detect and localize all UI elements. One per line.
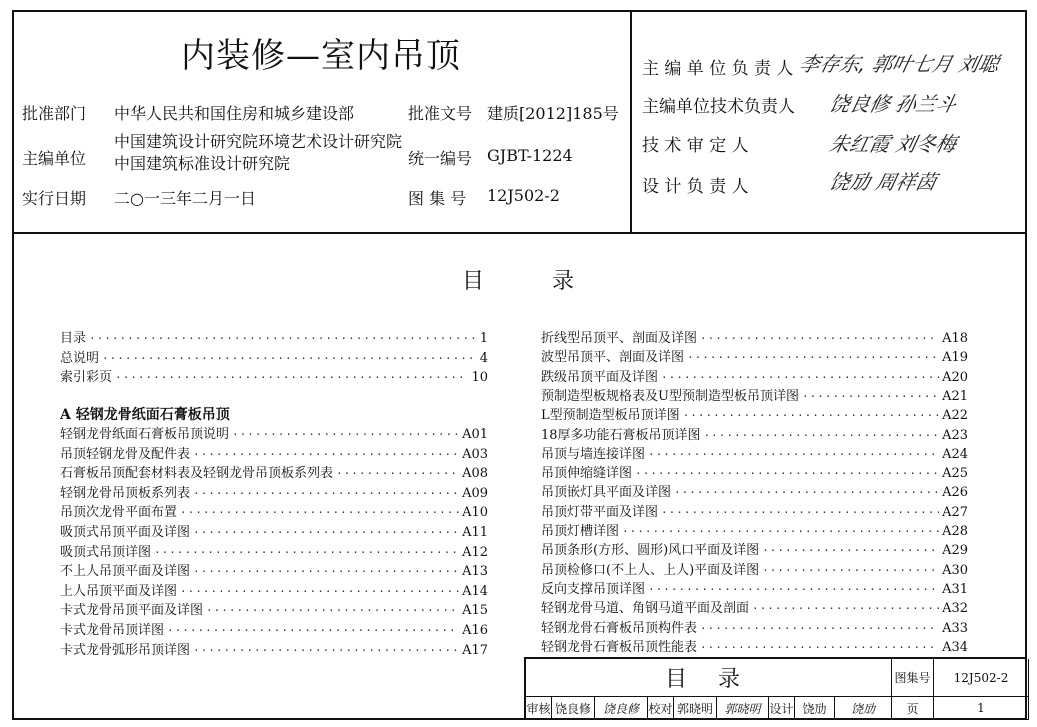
toc-entry[interactable] — [541, 501, 968, 519]
title-block-checker-signature: 郭晓明 — [717, 697, 769, 720]
toc-entry-page: A08 — [462, 466, 488, 482]
signature-tech-reviewer: 朱红霞 刘冬梅 — [827, 132, 959, 156]
toc-entry[interactable] — [60, 366, 488, 384]
title-block-designer-signature: 饶劢 — [835, 697, 892, 720]
toc-leader-dots — [167, 624, 459, 637]
toc-entry-page: A18 — [942, 331, 968, 346]
editor-unit-label: 主编单位 — [22, 149, 87, 168]
toc-entry[interactable] — [60, 619, 488, 637]
title-block-atlas-label: 图集号 — [892, 659, 934, 697]
toc-leader-dots — [762, 544, 939, 557]
toc-leader-dots — [193, 565, 459, 578]
toc-entry-page: A22 — [942, 408, 968, 424]
toc-entry[interactable] — [541, 636, 968, 654]
toc-entry-page: A12 — [462, 544, 488, 560]
toc-leader-dots — [232, 428, 459, 441]
role-tech-head: 主编单位技术负责人 — [642, 97, 795, 117]
toc-entry-page: 10 — [471, 370, 488, 385]
toc-entry-page: A17 — [462, 642, 488, 658]
title-block — [524, 657, 1027, 720]
toc-entry-page: A34 — [942, 639, 968, 655]
signature-tech-head: 饶良修 孙兰斗 — [827, 92, 959, 116]
toc-entry-title: 轻钢龙骨马道、角钢马道平面及剖面 — [541, 601, 750, 617]
toc-leader-dots — [752, 602, 939, 615]
toc-entry-title: 不上人吊顶平面及详图 — [60, 564, 191, 580]
title-block-reviewer: 饶良修 — [552, 697, 595, 720]
toc-entry[interactable] — [60, 462, 488, 480]
toc-entry-title: 轻钢龙骨石膏板吊顶性能表 — [541, 639, 698, 655]
title-block-checker: 郭晓明 — [674, 697, 717, 720]
toc-title — [462, 264, 642, 295]
toc-entry[interactable] — [60, 482, 488, 500]
toc-entry[interactable] — [541, 443, 968, 461]
toc-entry-title: 卡式龙骨弧形吊顶详图 — [60, 642, 191, 658]
toc-entry-title: 吊顶检修口(不上人、上人)平面及详图 — [541, 562, 760, 578]
title-block-page-no: 1 — [934, 697, 1029, 720]
toc-entry[interactable] — [60, 327, 488, 345]
title-block-page-label: 页 — [892, 697, 934, 720]
toc-entry-page: A16 — [462, 623, 488, 638]
toc-entry-page: A32 — [942, 601, 968, 617]
role-design-head: 设 计 负 责 人 — [642, 177, 749, 197]
toc-leader-dots — [700, 332, 939, 345]
toc-entry-title: 18厚多功能石膏板吊顶详图 — [541, 427, 701, 443]
toc-entry-title: 吊顶伸缩缝详图 — [541, 466, 633, 482]
toc-leader-dots — [206, 604, 459, 617]
toc-leader-dots — [700, 641, 939, 654]
toc-entry-page: A26 — [942, 485, 968, 501]
toc-entry-title: 吸顶式吊顶平面及详图 — [60, 525, 191, 540]
toc-entry-page: A20 — [942, 369, 968, 385]
toc-entry[interactable] — [541, 578, 968, 596]
toc-entry-title: 上人吊顶平面及详图 — [60, 583, 178, 599]
toc-entry[interactable] — [541, 462, 968, 480]
toc-leader-dots — [635, 467, 939, 480]
toc-leader-dots — [193, 448, 459, 461]
toc-entry[interactable] — [541, 385, 968, 403]
toc-entry-page: A19 — [942, 350, 968, 366]
toc-entry-title: 吊顶次龙骨平面布置 — [60, 505, 178, 521]
toc-entry-title: 吸顶式吊顶详图 — [60, 544, 152, 560]
toc-leader-dots — [704, 429, 940, 442]
effective-date: 二○一三年二月一日 — [114, 189, 256, 208]
toc-leader-dots — [683, 409, 939, 422]
toc-entry[interactable] — [541, 404, 968, 422]
toc-entry[interactable] — [541, 481, 968, 499]
unified-no-label: 统一编号 — [408, 149, 473, 168]
toc-entry-page: A21 — [942, 388, 968, 404]
approving-dept-label: 批准部门 — [22, 104, 87, 123]
toc-entry[interactable] — [541, 327, 968, 345]
toc-entry-title: 目录 — [60, 331, 87, 346]
atlas-no-label: 图 集 号 — [408, 189, 467, 208]
toc-entry-title: 吊顶与墙连接详图 — [541, 446, 646, 462]
toc-entry-page: A23 — [942, 427, 968, 443]
toc-entry-page: A15 — [462, 603, 488, 619]
toc-entry[interactable] — [60, 501, 488, 519]
toc-entry[interactable] — [60, 541, 488, 559]
effective-date-label: 实行日期 — [22, 189, 87, 208]
title-block-atlas-no: 12J502-2 — [934, 659, 1029, 697]
title-block-reviewer-signature: 饶良修 — [595, 697, 648, 720]
toc-entry-title: 吊顶条形(方形、圆形)风口平面及详图 — [541, 543, 760, 559]
toc-entry-title: 吊顶灯带平面及详图 — [541, 504, 659, 520]
toc-entry-title: 预制造型板规格表及U型预制造型板吊顶详图 — [541, 388, 799, 404]
editor-unit-2: 中国建筑标准设计研究院 — [114, 154, 291, 173]
toc-entry-title: 跌级吊顶平面及详图 — [541, 369, 659, 385]
toc-entry-page: A03 — [462, 446, 488, 462]
toc-leader-dots — [802, 390, 939, 403]
toc-leader-dots — [89, 332, 477, 345]
toc-entry[interactable] — [60, 423, 488, 441]
toc-title-char-2: 录 — [552, 269, 575, 294]
toc-entry[interactable] — [541, 539, 968, 557]
toc-title-char-1: 目 — [462, 269, 485, 294]
header-vertical-divider — [630, 10, 632, 232]
approval-doc: 建质[2012]185号 — [487, 104, 619, 123]
toc-leader-dots — [193, 644, 459, 657]
toc-entry-page: A31 — [942, 581, 968, 597]
toc-entry[interactable] — [60, 521, 488, 539]
toc-entry-page: A27 — [942, 504, 968, 520]
atlas-title: 内装修—室内吊顶 — [181, 36, 461, 76]
toc-section-a-heading: A 轻钢龙骨纸面石膏板吊顶 — [60, 407, 230, 423]
toc-entry-page: A28 — [942, 524, 968, 539]
toc-entry-page: A33 — [942, 620, 968, 636]
toc-entry-title: 折线型吊顶平、剖面及详图 — [541, 331, 698, 346]
toc-entry-title: 轻钢龙骨纸面石膏板吊顶说明 — [60, 427, 230, 442]
toc-entry-page: A14 — [462, 583, 488, 599]
toc-entry[interactable] — [541, 559, 968, 577]
toc-entry-title: 石膏板吊顶配套材料表及轻钢龙骨吊顶板系列表 — [60, 466, 334, 482]
toc-entry-title: 索引彩页 — [60, 370, 113, 385]
toc-entry-title: 卡式龙骨吊顶平面及详图 — [60, 603, 204, 619]
toc-entry-title: L型预制造型板吊顶详图 — [541, 408, 680, 424]
toc-leader-dots — [661, 371, 939, 384]
toc-leader-dots — [193, 526, 459, 539]
toc-entry[interactable] — [60, 560, 488, 578]
toc-entry[interactable] — [541, 617, 968, 635]
toc-leader-dots — [180, 506, 459, 519]
toc-entry-page: A09 — [462, 485, 488, 501]
toc-entry-page: A11 — [462, 525, 488, 540]
toc-entry[interactable] — [541, 597, 968, 615]
toc-entry-title: 吊顶灯槽详图 — [541, 524, 620, 539]
toc-leader-dots — [115, 371, 468, 384]
toc-entry-page: 1 — [479, 331, 488, 346]
approval-doc-label: 批准文号 — [408, 104, 473, 123]
toc-leader-dots — [154, 546, 459, 559]
toc-entry[interactable] — [60, 443, 488, 461]
title-block-check-label: 校对 — [648, 697, 674, 720]
title-block-sheet-title: 目 录 — [526, 659, 892, 697]
toc-entry[interactable] — [541, 424, 968, 442]
atlas-no: 12J502-2 — [487, 186, 560, 205]
toc-entry[interactable] — [541, 366, 968, 384]
toc-entry-page: A10 — [462, 505, 488, 521]
signature-chief-unit-head: 李存东, 郭叶七月 刘聪 — [797, 52, 1002, 76]
toc-entry-page: A24 — [942, 446, 968, 462]
toc-leader-dots — [180, 585, 459, 598]
toc-entry-page: A29 — [942, 543, 968, 559]
toc-entry-title: 轻钢龙骨吊顶板系列表 — [60, 485, 191, 501]
toc-leader-dots — [687, 351, 939, 364]
toc-entry-title: 波型吊顶平、剖面及详图 — [541, 350, 685, 366]
toc-entry-page: 4 — [479, 350, 488, 366]
header-divider — [12, 232, 1027, 234]
toc-entry[interactable] — [60, 599, 488, 617]
toc-entry-page: A13 — [462, 564, 488, 580]
role-tech-reviewer: 技 术 审 定 人 — [642, 136, 749, 156]
toc-leader-dots — [648, 448, 939, 461]
toc-entry[interactable] — [541, 520, 968, 538]
title-block-design-label: 设计 — [769, 697, 795, 720]
toc-entry-title: 轻钢龙骨石膏板吊顶构件表 — [541, 620, 698, 636]
approving-dept: 中华人民共和国住房和城乡建设部 — [114, 104, 355, 123]
editor-unit-1: 中国建筑设计研究院环境艺术设计研究院 — [114, 132, 403, 151]
toc-leader-dots — [700, 622, 939, 635]
toc-leader-dots — [622, 525, 939, 538]
toc-entry[interactable] — [60, 580, 488, 598]
toc-entry-title: 卡式龙骨吊顶详图 — [60, 623, 165, 638]
toc-entry[interactable] — [60, 639, 488, 657]
unified-no: GJBT-1224 — [487, 146, 573, 165]
signature-design-head: 饶劢 周祥茵 — [827, 170, 939, 194]
title-block-designer: 饶劢 — [795, 697, 835, 720]
toc-entry[interactable] — [60, 347, 488, 365]
toc-leader-dots — [674, 486, 939, 499]
toc-entry[interactable] — [541, 346, 968, 364]
toc-leader-dots — [193, 487, 459, 500]
toc-leader-dots — [336, 467, 459, 480]
toc-entry-title: 反向支撑吊顶详图 — [541, 581, 646, 597]
toc-leader-dots — [648, 583, 939, 596]
toc-entry-title: 总说明 — [60, 350, 100, 366]
toc-entry-page: A30 — [942, 562, 968, 578]
toc-entry-title: 吊顶嵌灯具平面及详图 — [541, 485, 672, 501]
toc-leader-dots — [762, 564, 939, 577]
toc-leader-dots — [661, 506, 939, 519]
toc-leader-dots — [102, 352, 477, 365]
role-chief-unit-head: 主 编 单 位 负 责 人 — [642, 59, 794, 79]
toc-entry-page: A25 — [942, 466, 968, 482]
toc-entry-title: 吊顶轻钢龙骨及配件表 — [60, 446, 191, 462]
toc-entry-page: A01 — [462, 427, 488, 442]
title-block-review-label: 审核 — [526, 697, 552, 720]
